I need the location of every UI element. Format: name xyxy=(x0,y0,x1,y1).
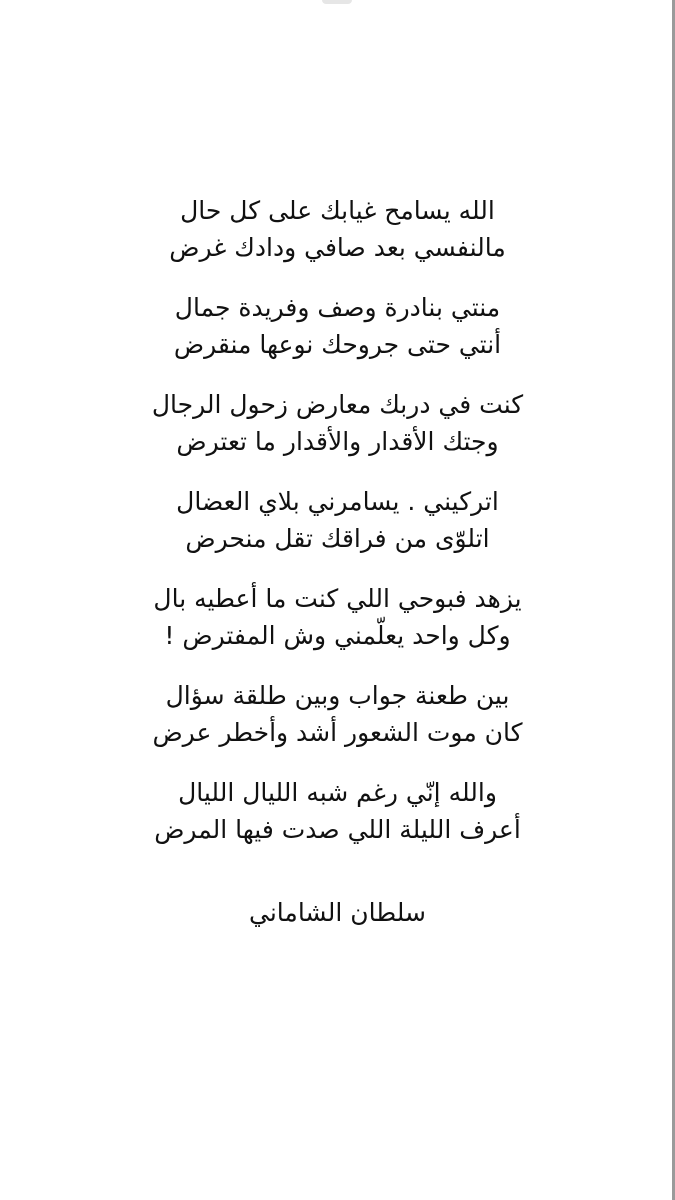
poem-line: كان موت الشعور أشد وأخطر عرض xyxy=(152,718,523,747)
stanza-2 xyxy=(60,289,615,386)
poem-line: وكل واحد يعلّمني وش المفترض ! xyxy=(164,621,511,650)
poem-line: كنت في دربك معارض زحول الرجال xyxy=(151,390,524,419)
poem-body xyxy=(60,192,615,871)
poet-signature: سلطان الشاماني xyxy=(249,898,426,927)
top-edge-notch xyxy=(322,0,352,4)
poem-line: والله إنّي رغم شبه الليال الليال xyxy=(178,778,497,807)
poem-line: الله يسامح غيابك على كل حال xyxy=(180,196,495,225)
stanza-1 xyxy=(60,192,615,289)
stanza-6 xyxy=(60,677,615,774)
poem-line: يزهد فبوحي اللي كنت ما أعطيه بال xyxy=(153,584,522,613)
poem-line: بين طعنة جواب وبين طلقة سؤال xyxy=(165,681,510,710)
stanza-3 xyxy=(60,386,615,483)
poem-line: منتي بنادرة وصف وفريدة جمال xyxy=(174,293,501,322)
poem-line: اتركيني . يسامرني بلاي العضال xyxy=(176,487,499,516)
poem-line: مالنفسي بعد صافي ودادك غرض xyxy=(169,233,506,262)
poem-line: اتلوّى من فراقك تقل منحرض xyxy=(185,524,490,553)
poem-line: أعرف الليلة اللي صدت فيها المرض xyxy=(154,815,521,844)
stanza-7 xyxy=(60,774,615,871)
poem-line: أنتي حتى جروحك نوعها منقرض xyxy=(173,330,502,359)
stanza-5 xyxy=(60,580,615,677)
stanza-4 xyxy=(60,483,615,580)
poem-line: وجتك الأقدار والأقدار ما تعترض xyxy=(176,427,499,456)
